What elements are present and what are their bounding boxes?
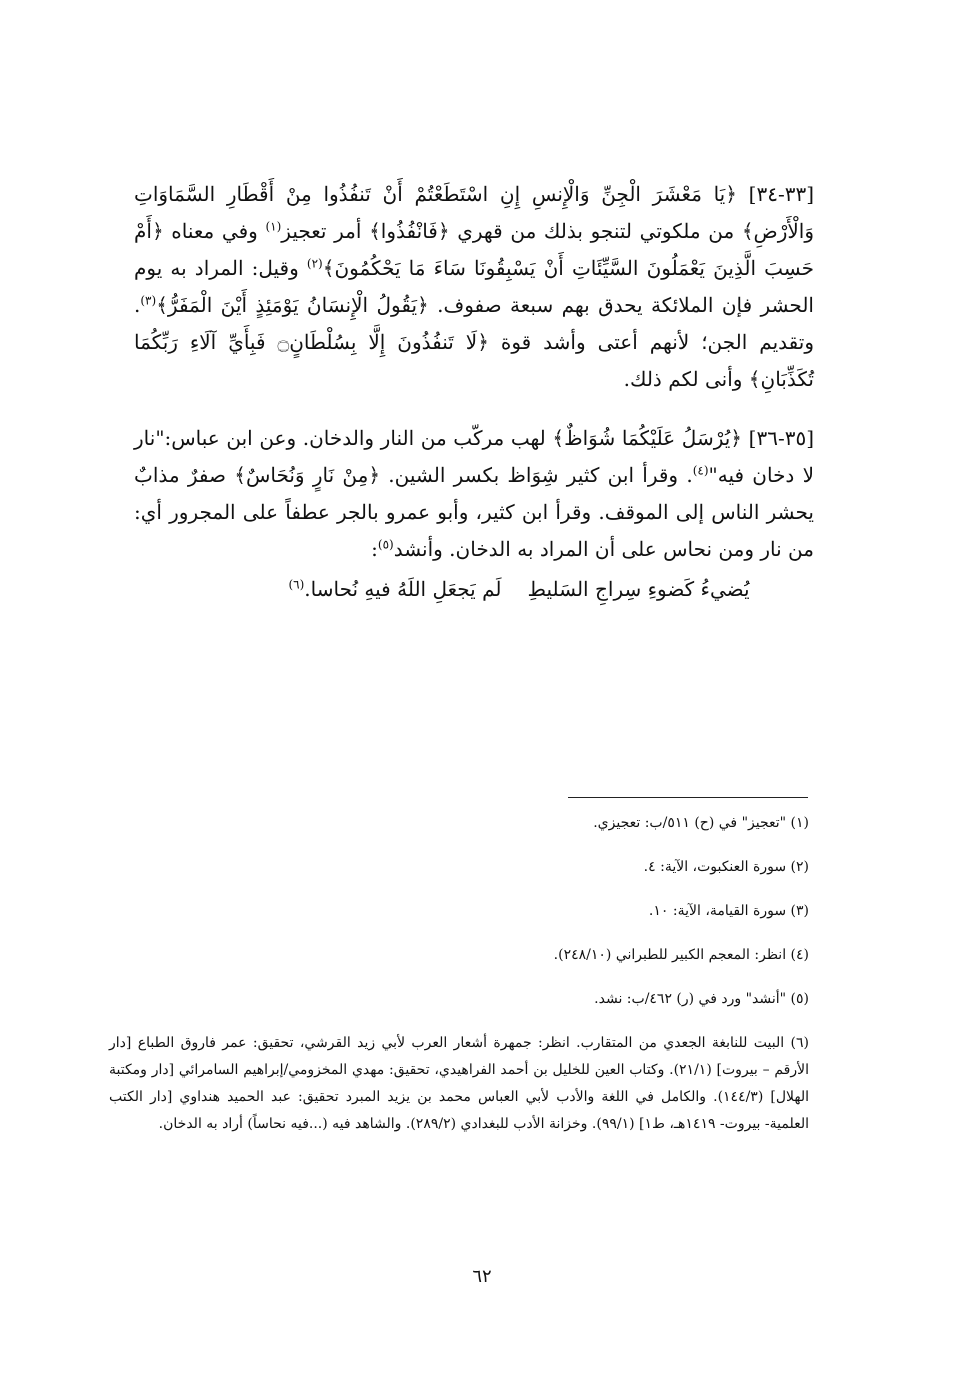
verse-hemistich-1: يُضيءُ كَضوءِ سِراجِ السَليطِ — [527, 577, 750, 601]
footnote-6: (٦) البيت للنابغة الجعدي من المتقارب. انظر: جمهرة أشعار العرب لأبي زيد القرشي، تحقيق: عمر فاروق الطباع [دار الأرقم – بيروت] (٢١/١). وكتاب العين للخليل بن أحمد الفراهيدي، تحقيق: مهدي المخزومي/إبراهيم السامرائي [دار ومكتبة الهلال] (١٤٤/٣). والكامل في اللغة والأدب لأبي العباس محمد بن يزيد المبرد تحقيق: عبد الحميد هنداوي [دار الكتب العلمية- بيروت- ١٤١٩هـ، ط١] (٩٩/١). وخزانة الأدب للبغدادي (٢٨٩/٢). والشاهد فيه (...فيه نحاساً) أراد به الدخان. — [109, 1035, 809, 1132]
footnote-ref-4[interactable]: (٤) — [692, 463, 709, 478]
paragraph-verses-35-36 — [134, 420, 814, 568]
footnote-ref-6[interactable]: (٦) — [288, 577, 305, 592]
footnote-4: (٤) انظر: المعجم الكبير للطبراني (٢٤٨/١٠). — [553, 947, 809, 963]
footnote-separator — [568, 797, 808, 798]
page-number: ٦٢ — [472, 1266, 492, 1287]
footnote-2: (٢) سورة العنكبوت، الآية: ٤. — [643, 859, 809, 875]
text-run: [٣٣-٣٤] ﴿يَا مَعْشَرَ الْجِنِّ وَالْإِنسِ إِنِ اسْتَطَعْتُمْ أَنْ تَنفُذُوا مِنْ أَقْطَارِ السَّمَاوَاتِ وَالْأَرْضِ﴾ من ملكوتي لتنجو بذلك من قهري ﴿فَانْفُذُوا﴾ أمر تعجيز — [134, 182, 815, 243]
footnote-ref-2[interactable]: (٢) — [306, 256, 323, 271]
footnote-ref-5[interactable]: (٥) — [377, 537, 394, 552]
footnote-3: (٣) سورة القيامة، الآية: ١٠. — [648, 903, 809, 919]
text-run: [٣٥-٣٦] ﴿يُرْسَلُ عَلَيْكُمَا شُوَاظٌ﴾ لهب مركّب من النار والدخان. وعن ابن عباس:"نار لا دخان فيه" — [134, 426, 814, 487]
main-text — [134, 176, 814, 606]
footnote-ref-3[interactable]: (٣) — [140, 293, 157, 308]
text-run: . وقرأ ابن كثير شِوَاظ بكسر الشين. ﴿مِنْ نَارٍ وَنُحَاسٌ﴾ صفرٌ مذابٌ يحشر الناس إلى الموقف. وقرأ ابن كثير، وأبو عمرو بالجر عطفاً على المجرور أي: من نار ومن نحاس على أن المراد به الدخان. وأنشد — [134, 463, 814, 561]
footnote-ref-1[interactable]: (١) — [265, 219, 282, 234]
footnote-1: (١) "تعجيز" في (ح) ٥١١/ب: تعجيزي. — [593, 815, 809, 831]
text-run: . وتقديم الجن؛ لأنهم أعتى وأشد قوة ﴿لَا تَنفُذُونَ إِلَّا بِسُلْطَانٍ۝ فَبِأَيِّ آلَاءِ رَبِّكُمَا تُكَذِّبَانِ﴾ وأنى لكم ذلك. — [134, 293, 814, 391]
text-run: وفي معناه ﴿أَمْ حَسِبَ الَّذِينَ يَعْمَلُونَ السَّيِّئَاتِ أَنْ يَسْبِقُونَا سَاءَ مَا يَحْكُمُونَ﴾ — [134, 219, 814, 280]
verse-hemistich-2: لَم يَجعَلِ اللَهُ فيهِ نُحاسا. — [304, 577, 502, 601]
text-run: وقيل: المراد به يوم الحشر فإن الملائكة يحدق بهم سبعة صفوف. ﴿يَقُولُ الْإِنسَانُ يَوْمَئِذٍ أَيْنَ الْمَفَرُّ﴾ — [134, 256, 814, 317]
footnotes — [109, 812, 809, 1160]
text-run: : — [371, 537, 378, 561]
poetry-verse — [134, 572, 814, 606]
footnote-5: (٥) "أنشد" ورد في (ر) ٤٦٢/ب: نشد. — [594, 991, 809, 1007]
paragraph-verses-33-34 — [134, 176, 814, 398]
